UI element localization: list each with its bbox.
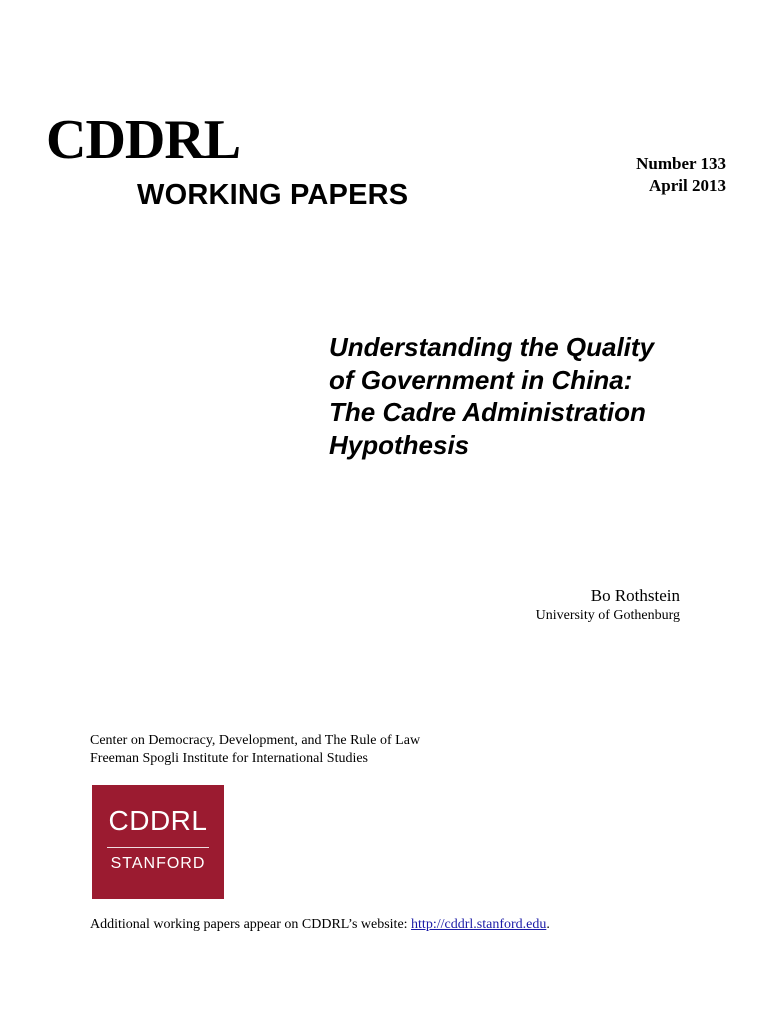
- issue-date: April 2013: [649, 176, 726, 195]
- website-note-period: .: [546, 917, 550, 932]
- website-note-text: Additional working papers appear on CDDRL’s website:: [90, 917, 412, 932]
- paper-title-line: Understanding the Quality: [329, 332, 655, 362]
- cddrl-stanford-logo: [92, 785, 224, 899]
- issue-number: Number 133: [636, 154, 726, 173]
- center-name: Center on Democracy, Development, and The Rule of Law: [90, 733, 421, 748]
- institute-name: Freeman Spogli Institute for International Studies: [90, 751, 369, 766]
- logo-main-text: CDDRL: [108, 805, 208, 836]
- website-note: [90, 916, 550, 934]
- paper-title: [329, 331, 729, 461]
- author-name: Bo Rothstein: [590, 586, 680, 605]
- paper-title-line: of Government in China:: [329, 364, 633, 395]
- logo-divider: [107, 847, 209, 848]
- logo-sub-text: STANFORD: [110, 855, 206, 872]
- author-affiliation: University of Gothenburg: [535, 608, 680, 623]
- issue-info: [636, 153, 726, 197]
- website-link[interactable]: http://cddrl.stanford.edu: [411, 917, 547, 932]
- series-subtitle: WORKING PAPERS: [137, 179, 409, 211]
- series-title: CDDRL: [46, 109, 241, 171]
- paper-title-line: The Cadre Administration: [329, 397, 646, 427]
- author-block: [536, 585, 680, 625]
- center-info: [90, 732, 420, 768]
- paper-title-line: Hypothesis: [329, 429, 470, 460]
